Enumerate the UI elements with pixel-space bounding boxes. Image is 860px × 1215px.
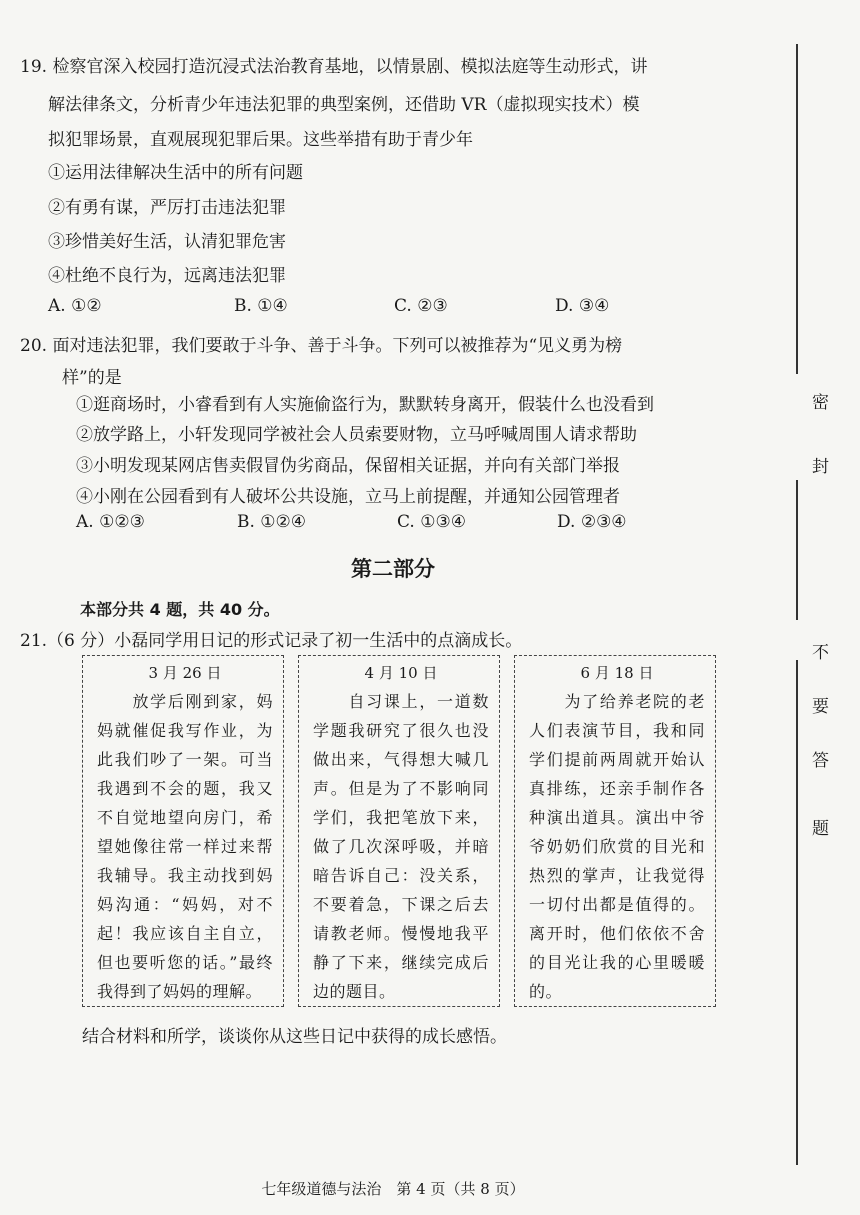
q19-stem-line-3: 拟犯罪场景，直观展现犯罪后果。这些举措有助于青少年 (48, 130, 473, 150)
margin-char-feng: 封 (812, 457, 829, 477)
diary-date-3: 6 月 18 日 (580, 664, 654, 682)
page-footer: 七年级道德与法治 第 4 页（共 8 页） (261, 1180, 525, 1198)
q21-prompt: 结合材料和所学，谈谈你从这些日记中获得的成长感悟。 (82, 1027, 507, 1047)
q20-option-b: B. ①②④ (237, 512, 307, 532)
q20-stem-line-1: 20. 面对违法犯罪，我们要敢于斗争、善于斗争。下列可以被推荐为“见义勇为榜 (20, 336, 623, 356)
margin-char-mi: 密 (812, 393, 829, 413)
q19-statement-4: ④杜绝不良行为，远离违法犯罪 (48, 266, 286, 286)
diary-body-1: 放学后刚到家，妈妈就催促我写作业，为此我们吵了一架。可当我遇到不会的题，我又不自觉地望向房门，希望她像往常一样过来帮我辅导。我主动找到妈妈沟通：“妈妈，对不起！我应该自主自立，但也要听您的话。”最终我得到了妈妈的理解。 (97, 692, 273, 1001)
seal-line-middle (796, 480, 798, 620)
q20-option-c: C. ①③④ (397, 512, 466, 532)
margin-char-ti: 题 (812, 819, 829, 839)
q20-statement-3: ③小明发现某网店售卖假冒伪劣商品，保留相关证据，并向有关部门举报 (76, 456, 620, 476)
margin-char-da: 答 (812, 751, 829, 771)
q19-option-a: A. ①② (48, 296, 102, 316)
diary-card-3 (514, 655, 716, 1007)
part2-title: 第二部分 (351, 557, 435, 581)
seal-line-bottom (796, 660, 798, 1165)
q19-statement-1: ①运用法律解决生活中的所有问题 (48, 163, 303, 183)
q19-option-c: C. ②③ (394, 296, 448, 316)
q20-statement-1: ①逛商场时，小睿看到有人实施偷盗行为，默默转身离开，假装什么也没看到 (76, 395, 654, 415)
q19-stem-line-2: 解法律条文，分析青少年违法犯罪的典型案例，还借助 VR（虚拟现实技术）模 (48, 95, 640, 115)
q19-statement-3: ③珍惜美好生活，认清犯罪危害 (48, 232, 286, 252)
diary-date-1: 3 月 26 日 (148, 664, 222, 682)
diary-card-2 (298, 655, 500, 1007)
q20-statement-4: ④小刚在公园看到有人破坏公共设施，立马上前提醒，并通知公园管理者 (76, 487, 620, 507)
q20-option-d: D. ②③④ (557, 512, 627, 532)
diary-body-2: 自习课上，一道数学题我研究了很久也没做出来，气得想大喊几声。但是为了不影响同学们，我把笔放下来，做了几次深呼吸，并暗暗告诉自己：没关系，不要着急，下课之后去请教老师。慢慢地我平静了下来，继续完成后边的题目。 (313, 692, 489, 1001)
q21-stem: 21.（6 分）小磊同学用日记的形式记录了初一生活中的点滴成长。 (20, 631, 523, 651)
margin-char-yao: 要 (812, 697, 829, 717)
margin-char-bu: 不 (812, 643, 829, 663)
q19-statement-2: ②有勇有谋，严厉打击违法犯罪 (48, 198, 286, 218)
q19-option-d: D. ③④ (555, 296, 610, 316)
diary-date-2: 4 月 10 日 (364, 664, 438, 682)
q19-option-b: B. ①④ (234, 296, 288, 316)
diary-body-3: 为了给养老院的老人们表演节目，我和同学们提前两周就开始认真排练，还亲手制作各种演出道具。演出中爷爷奶奶们欣赏的目光和热烈的掌声，让我觉得一切付出都是值得的。离开时，他们依依不舍的目光让我的心里暖暖的。 (529, 692, 705, 1001)
q20-statement-2: ②放学路上，小轩发现同学被社会人员索要财物，立马呼喊周围人请求帮助 (76, 425, 637, 445)
q20-option-a: A. ①②③ (76, 512, 145, 532)
q20-stem-line-2: 样”的是 (62, 368, 122, 388)
seal-line-top (796, 44, 798, 374)
q19-stem-line-1: 19. 检察官深入校园打造沉浸式法治教育基地，以情景剧、模拟法庭等生动形式，讲 (20, 57, 648, 77)
diary-card-1 (82, 655, 284, 1007)
part2-intro: 本部分共 4 题，共 40 分。 (80, 600, 280, 619)
